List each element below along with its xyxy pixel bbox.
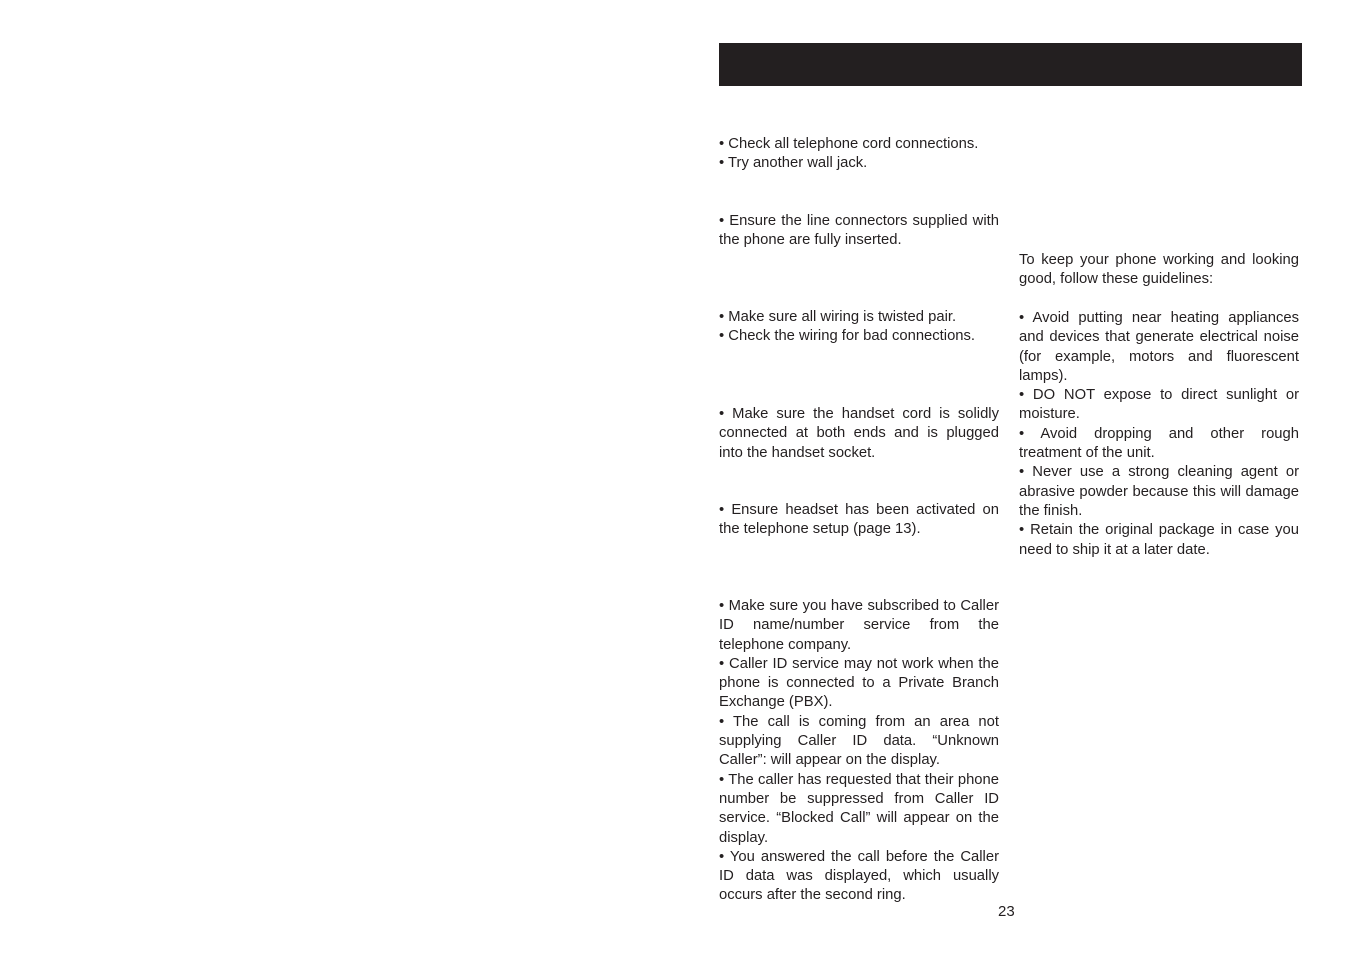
troubleshoot-group-2 [719, 212, 999, 251]
bullet-text: • Check the wiring for bad connections. [719, 328, 976, 345]
guideline-item: • Avoid putting near heating appliances and devices that generate electrical noise (for example, motors and fluorescent lamps). [1019, 310, 1299, 384]
troubleshoot-group-4 [719, 405, 999, 463]
bullet-text: • The caller has requested that their phone number be suppressed from Caller ID service. “Blocked Call” will appear on the display. [719, 771, 999, 846]
bullet-text: • Ensure the line connectors supplied with the phone are fully inserted. [719, 213, 999, 249]
bullet-text: • Make sure all wiring is twisted pair. [719, 309, 957, 325]
bullet-text: • Caller ID service may not work when the phone is connected to a Private Branch Exchange (PBX). [719, 655, 999, 711]
bullet-text: • Make sure you have subscribed to Caller ID name/number service from the telephone company. [719, 598, 999, 653]
troubleshoot-group-3 [719, 308, 999, 347]
bullet-text: • Ensure headset has been activated on the telephone setup (page 13). [719, 502, 999, 538]
bullet-text: • Make sure the handset cord is solidly connected at both ends and is plugged into the handset socket. [719, 406, 999, 461]
guideline-item: • Retain the original package in case you need to ship it at a later date. [1019, 522, 1299, 558]
care-guidelines [1019, 309, 1299, 560]
guideline-item: • DO NOT expose to direct sunlight or moisture. [1019, 387, 1299, 423]
troubleshoot-group-5 [719, 501, 999, 540]
troubleshoot-group-1 [719, 135, 999, 174]
guideline-item: • Never use a strong cleaning agent or abrasive powder because this will damage the finish. [1019, 464, 1299, 519]
bullet-text: • The call is coming from an area not supplying Caller ID data. “Unknown Caller”: will appear on the display. [719, 713, 999, 769]
care-intro [1019, 251, 1299, 290]
troubleshoot-group-6 [719, 597, 999, 906]
page-number: 23 [998, 903, 1015, 920]
guideline-item: • Avoid dropping and other rough treatment of the unit. [1019, 425, 1299, 462]
section-header-bar [719, 43, 1302, 86]
bullet-text: • Check all telephone cord connections. [719, 136, 979, 152]
intro-text: To keep your phone working and looking good, follow these guidelines: [1019, 252, 1299, 288]
bullet-text: • You answered the call before the Caller ID data was displayed, which usually occurs after the second ring. [719, 848, 999, 904]
bullet-text: • Try another wall jack. [719, 155, 868, 172]
